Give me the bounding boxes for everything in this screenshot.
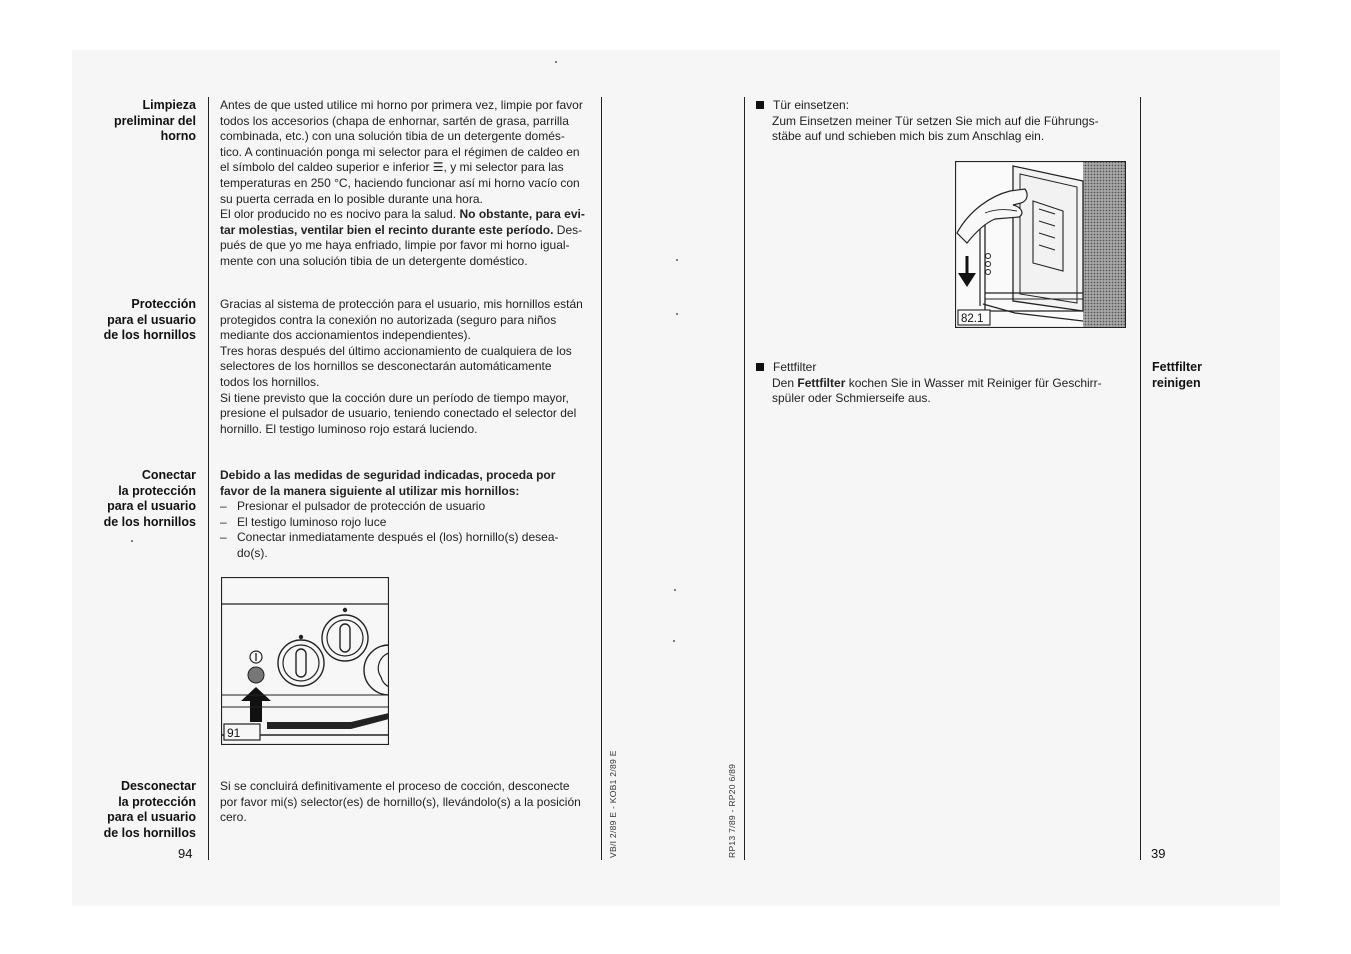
conectar-steps-list: [220, 499, 592, 546]
footer-code-right: RP13 7/89 - RP20 6/89: [727, 763, 737, 858]
footer-code-left: VB/I 2/89 E - KOB1 2/89 E: [608, 750, 618, 858]
figure-82-1-oven-door: [955, 161, 1126, 328]
figure-91-label: 91: [227, 726, 241, 740]
figure-91-hob-controls: [221, 577, 389, 745]
list-item: – Presionar el pulsador de protección de usuario: [220, 499, 592, 515]
left-page-right-rule: [601, 97, 602, 860]
list-item: – El testigo luminoso rojo luce: [220, 515, 592, 531]
list-item: – Conectar inmediatamente después el (los) hornillo(s) desea-: [220, 530, 592, 546]
bullet-square-icon: [756, 101, 764, 109]
scan-speck: [673, 640, 675, 642]
section-heading-proteccion: Protección para el usuario de los hornillos: [103, 297, 196, 343]
scan-speck: [131, 540, 133, 542]
right-page-left-rule: [744, 97, 745, 860]
scan-speck: [676, 259, 678, 261]
figure-82-1-label: 82.1: [961, 313, 984, 325]
limpieza-text: Antes de que usted utilice mi horno por primera vez, limpie por favor todos los accesorios (chapa de enhornar, sartén de grasa, parrilla combinada, etc.) con una solución tibia de un detergente domés- tico. A continuación ponga mi selector para el régimen de caldeo en el símbolo del caldeo superior e inferior ☰, y mi selector para las temperaturas en 250 °C, haciendo funcionar así mi horno vacío con su puerta cerrada en lo posible durante una hora. El olor producido no es nocivo para la salud. No obstante, para evi- tar molestias, ventilar bien el recinto durante este período. Des- pués de que yo me haya enfriado, limpie por favor mi horno igual- mente con una solución tibia de un detergente doméstico.: [220, 98, 585, 268]
section-heading-conectar: Conectar la protección para el usuario de los hornillos: [103, 468, 196, 529]
scan-speck: [555, 61, 557, 63]
bullet-square-icon: [756, 363, 764, 371]
page-number-right: 39: [1151, 846, 1166, 861]
desconectar-text: Si se concluirá definitivamente el proceso de cocción, desconecte por favor mi(s) selector(es) de hornillo(s), llevándolo(s) a la posición cero.: [220, 779, 581, 825]
section-heading-desconectar: Desconectar la protección para el usuario de los hornillos: [103, 779, 196, 840]
section-heading-fettfilter-reinigen: Fettfilter reinigen: [1152, 360, 1202, 390]
section-heading-limpieza: Limpieza preliminar del horno: [114, 98, 196, 144]
right-column-rule: [1140, 97, 1141, 860]
fettfilter-text: Fettfilter Den Fettfilter kochen Sie in Wasser mit Reiniger für Geschirr- spüler oder Schmierseife aus.: [756, 360, 1134, 407]
scan-speck: [674, 589, 676, 591]
conectar-text: Debido a las medidas de seguridad indicadas, proceda por favor de la manera siguiente al utilizar mis hornillos: – Presionar el pulsador de protección de usuario – El testigo luminoso rojo luce – Conectar inmediatamente después el (los) hornillo(s) desea- do(s).: [220, 468, 592, 562]
scan-speck: [676, 313, 678, 315]
left-column-rule: [208, 97, 209, 860]
door-insert-text: Tür einsetzen: Zum Einsetzen meiner Tür setzen Sie mich auf die Führungs- stäbe auf und schieben mich bis zum Anschlag ein.: [756, 98, 1134, 145]
page-number-left: 94: [178, 846, 193, 861]
proteccion-text: Gracias al sistema de protección para el usuario, mis hornillos están protegidos contra la conexión no autorizada (seguro para niños mediante dos accionamientos independientes). Tres horas después del último accionamiento de cualquiera de los selectores de los hornillos se desconectarán automáticamente todos los hornillos. Si tiene previsto que la cocción dure un período de tiempo mayor, presione el pulsador de usuario, teniendo conectado el selector del hornillo. El testigo luminoso rojo estará luciendo.: [220, 297, 583, 436]
